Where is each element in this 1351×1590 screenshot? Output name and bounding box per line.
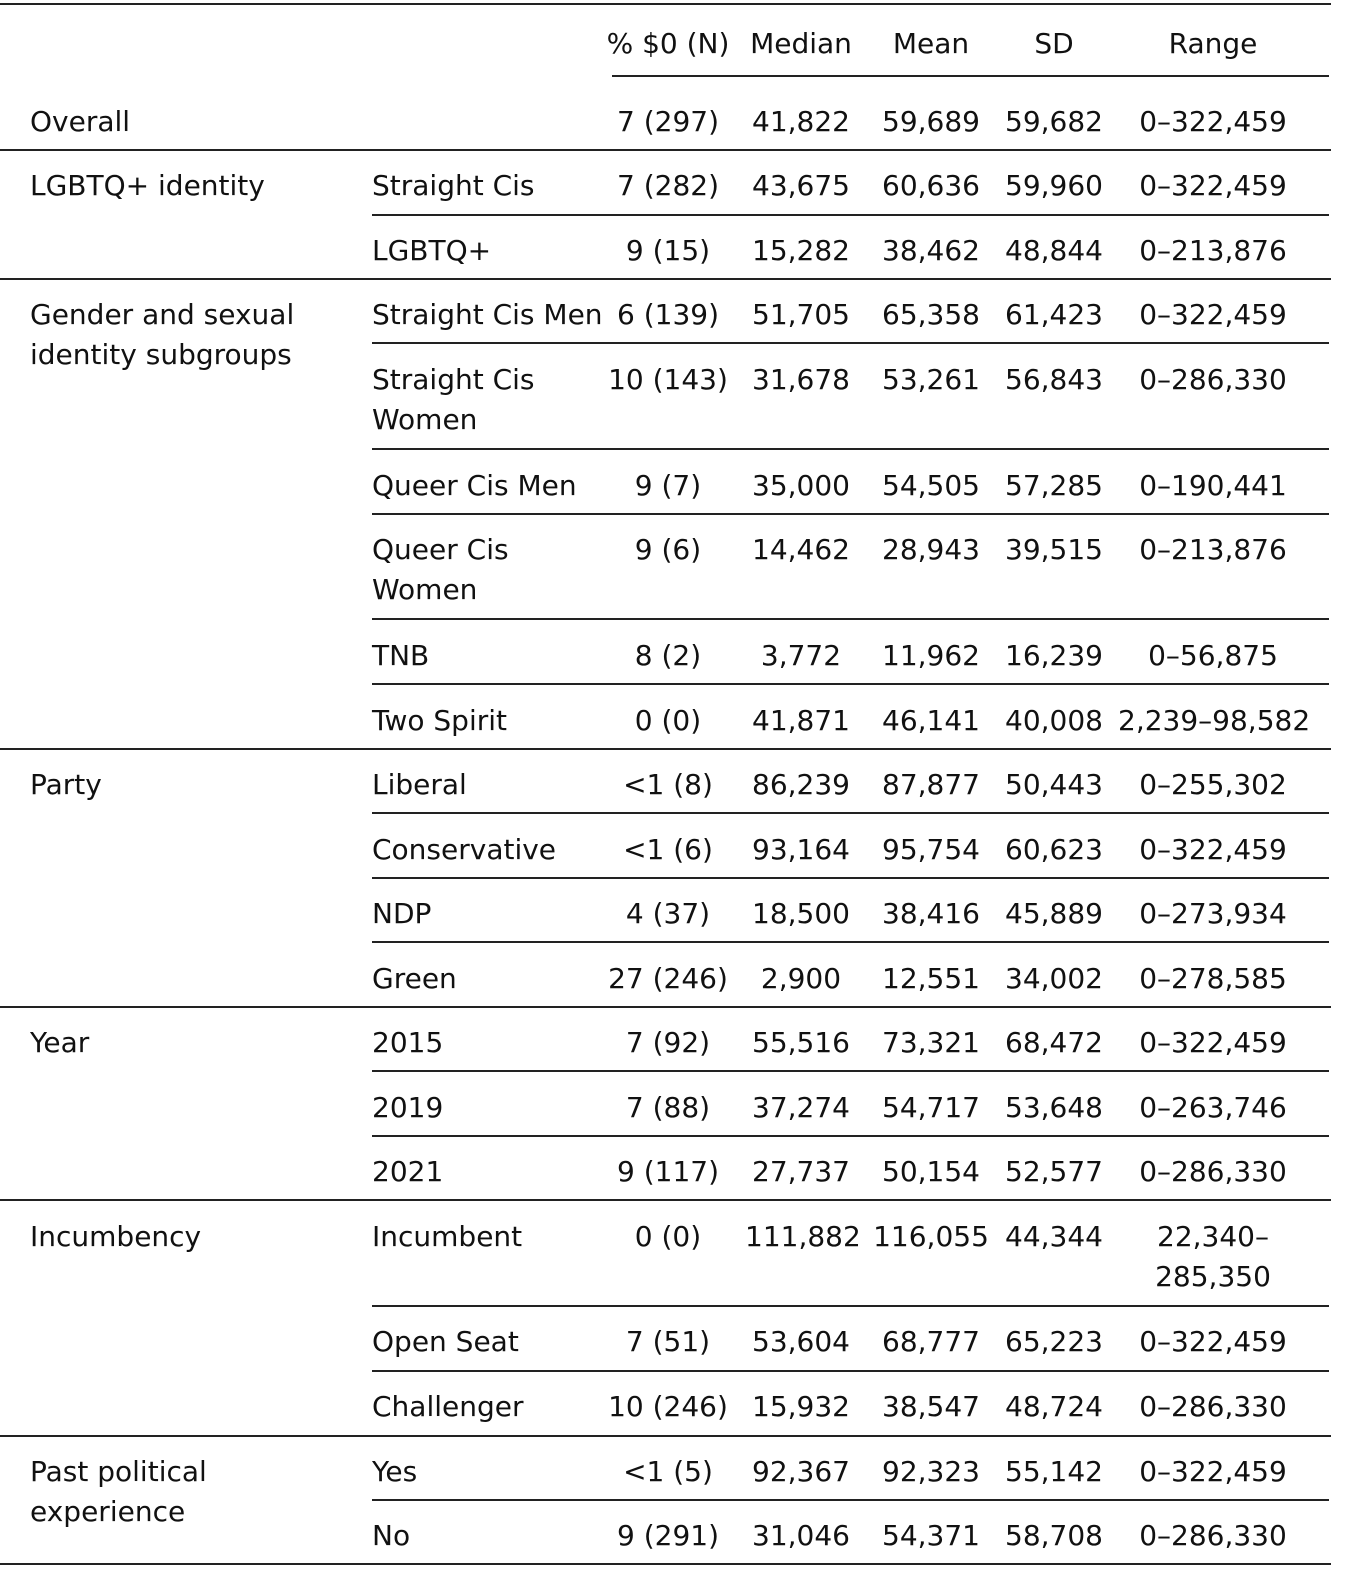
table-cell-mean: 46,141 — [882, 704, 980, 737]
row-divider — [372, 214, 1329, 216]
table-cell-range: 0–322,459 — [1139, 1325, 1287, 1358]
table-cell-group: Party — [30, 768, 102, 801]
table-cell-median: 111,882 — [745, 1220, 861, 1253]
table-cell-pct: 7 (297) — [616, 105, 719, 138]
table-cell-median: 51,705 — [752, 298, 850, 331]
table-cell-pct: 10 (246) — [608, 1390, 728, 1423]
header-median: Median — [750, 27, 852, 60]
row-divider — [372, 513, 1329, 515]
table-cell-median: 55,516 — [752, 1026, 850, 1059]
table-cell-range: 0–322,459 — [1139, 1026, 1287, 1059]
table-cell-mean: 92,323 — [882, 1455, 980, 1488]
table-cell-sd: 45,889 — [1005, 897, 1103, 930]
header-mean: Mean — [892, 27, 970, 60]
row-divider — [372, 683, 1329, 685]
table-cell-group: Gender and sexual — [30, 298, 295, 331]
table-cell-pct: 9 (6) — [634, 533, 702, 566]
table-cell-median: 3,772 — [760, 639, 842, 672]
table-cell-sub: Open Seat — [372, 1325, 519, 1358]
table-cell-range: 0–286,330 — [1139, 1390, 1287, 1423]
table-cell-sub: TNB — [372, 639, 430, 672]
table-cell-mean: 116,055 — [873, 1220, 989, 1253]
table-cell-sub: Incumbent — [372, 1220, 523, 1253]
table-cell-sd: 44,344 — [1005, 1220, 1103, 1253]
table-cell-pct: 9 (117) — [616, 1155, 719, 1188]
table-cell-sub: Women — [372, 573, 478, 606]
table-cell-range: 0–286,330 — [1139, 1519, 1287, 1552]
table-cell-sd: 65,223 — [1005, 1325, 1103, 1358]
table-cell-sub: Liberal — [372, 768, 467, 801]
table-cell-mean: 54,717 — [882, 1091, 980, 1124]
row-divider — [372, 1070, 1329, 1072]
row-divider — [372, 941, 1329, 943]
top-rule — [0, 3, 1331, 5]
table-cell-range: 0–322,459 — [1139, 298, 1287, 331]
table-cell-sd: 59,682 — [1005, 105, 1103, 138]
table-cell-range: 2,239–98,582 — [1118, 704, 1311, 737]
table-cell-range: 0–255,302 — [1139, 768, 1287, 801]
table-cell-mean: 87,877 — [882, 768, 980, 801]
table-cell-pct: 6 (139) — [616, 298, 719, 331]
table-cell-mean: 11,962 — [882, 639, 980, 672]
table-cell-range: 0–322,459 — [1139, 169, 1287, 202]
table-cell-mean: 38,416 — [882, 897, 980, 930]
table-cell-sub: Yes — [372, 1455, 418, 1488]
table-cell-group: experience — [30, 1495, 186, 1528]
table-cell-mean: 53,261 — [882, 363, 980, 396]
table-cell-sub: 2021 — [372, 1155, 444, 1188]
table-cell-median: 18,500 — [752, 897, 850, 930]
table-cell-group: Past political — [30, 1455, 207, 1488]
table-cell-median: 14,462 — [752, 533, 850, 566]
table-cell-pct: <1 (5) — [623, 1455, 713, 1488]
table-cell-sd: 53,648 — [1005, 1091, 1103, 1124]
table-cell-sd: 48,724 — [1005, 1390, 1103, 1423]
table-cell-pct: <1 (6) — [623, 833, 713, 866]
table-cell-pct: 9 (7) — [634, 469, 702, 502]
table-cell-median: 92,367 — [752, 1455, 850, 1488]
row-divider — [372, 448, 1329, 450]
table-cell-sub: Two Spirit — [372, 704, 507, 737]
table-cell-sd: 34,002 — [1005, 962, 1103, 995]
table-cell-sub: Challenger — [372, 1390, 524, 1423]
table-cell-range: 0–322,459 — [1139, 833, 1287, 866]
table-cell-sd: 57,285 — [1005, 469, 1103, 502]
table-cell-sd: 40,008 — [1005, 704, 1103, 737]
table-cell-group: LGBTQ+ identity — [30, 169, 265, 202]
table-cell-range: 0–286,330 — [1139, 363, 1287, 396]
row-divider — [372, 1135, 1329, 1137]
table-cell-median: 37,274 — [752, 1091, 850, 1124]
table-cell-pct: 9 (15) — [625, 234, 711, 267]
row-divider — [372, 1370, 1329, 1372]
table-cell-pct: <1 (8) — [623, 768, 713, 801]
table-cell-sub: Green — [372, 962, 457, 995]
table-cell-pct: 7 (282) — [616, 169, 719, 202]
table-cell-pct: 9 (291) — [616, 1519, 719, 1552]
table-cell-group: Overall — [30, 105, 131, 138]
table-cell-pct: 27 (246) — [608, 962, 728, 995]
table-cell-group: Year — [30, 1026, 90, 1059]
table-cell-sub: Straight Cis — [372, 169, 535, 202]
header-pct-zero: % $0 (N) — [606, 27, 730, 60]
table-cell-pct: 0 (0) — [634, 704, 702, 737]
table-cell-sub: 2019 — [372, 1091, 444, 1124]
table-cell-mean: 60,636 — [882, 169, 980, 202]
table-cell-sub: No — [372, 1519, 411, 1552]
section-divider — [0, 1199, 1331, 1201]
table-cell-median: 15,282 — [752, 234, 850, 267]
header-sd: SD — [1034, 27, 1074, 60]
table-cell-range: 0–213,876 — [1139, 533, 1287, 566]
table-cell-pct: 7 (92) — [625, 1026, 711, 1059]
table-cell-pct: 7 (51) — [625, 1325, 711, 1358]
table-cell-mean: 38,462 — [882, 234, 980, 267]
table-cell-mean: 65,358 — [882, 298, 980, 331]
table-cell-median: 27,737 — [752, 1155, 850, 1188]
table-cell-sd: 52,577 — [1005, 1155, 1103, 1188]
table-cell-range: 0–190,441 — [1139, 469, 1287, 502]
header-range: Range — [1168, 27, 1258, 60]
table-cell-median: 2,900 — [760, 962, 842, 995]
table-cell-range: 0–322,459 — [1139, 1455, 1287, 1488]
table-cell-range: 0–263,746 — [1139, 1091, 1287, 1124]
table-cell-range: 0–286,330 — [1139, 1155, 1287, 1188]
section-divider — [0, 1435, 1331, 1437]
row-divider — [372, 342, 1329, 344]
row-divider — [372, 1499, 1329, 1501]
table-cell-median: 93,164 — [752, 833, 850, 866]
table-cell-mean: 54,371 — [882, 1519, 980, 1552]
table-cell-range: 0–56,875 — [1148, 639, 1278, 672]
table-cell-range: 0–213,876 — [1139, 234, 1287, 267]
table-cell-pct: 0 (0) — [634, 1220, 702, 1253]
table-cell-group: identity subgroups — [30, 338, 292, 371]
table-cell-median: 53,604 — [752, 1325, 850, 1358]
row-divider — [372, 618, 1329, 620]
table-cell-pct: 4 (37) — [625, 897, 711, 930]
table-cell-sub: Straight Cis Men — [372, 298, 603, 331]
table-cell-sub: Conservative — [372, 833, 557, 866]
table-cell-range: 0–278,585 — [1139, 962, 1287, 995]
table-cell-median: 31,046 — [752, 1519, 850, 1552]
table-cell-mean: 68,777 — [882, 1325, 980, 1358]
table-cell-mean: 38,547 — [882, 1390, 980, 1423]
table-cell-mean: 28,943 — [882, 533, 980, 566]
row-divider — [372, 812, 1329, 814]
table-cell-sd: 68,472 — [1005, 1026, 1103, 1059]
table-cell-sub: Queer Cis — [372, 533, 509, 566]
table-cell-median: 41,871 — [752, 704, 850, 737]
section-divider — [0, 1006, 1331, 1008]
table-cell-sub: 2015 — [372, 1026, 444, 1059]
row-divider — [372, 1305, 1329, 1307]
section-divider — [0, 149, 1331, 151]
table-cell-sd: 60,623 — [1005, 833, 1103, 866]
table-cell-sub: Queer Cis Men — [372, 469, 577, 502]
section-divider — [0, 1563, 1331, 1565]
table-cell-median: 31,678 — [752, 363, 850, 396]
table-cell-mean: 95,754 — [882, 833, 980, 866]
table-cell-range: 22,340– — [1157, 1220, 1269, 1253]
table-cell-sd: 39,515 — [1005, 533, 1103, 566]
table-cell-sub: Straight Cis — [372, 363, 535, 396]
section-divider — [0, 278, 1331, 280]
table-cell-range: 285,350 — [1155, 1260, 1271, 1293]
table-cell-mean: 73,321 — [882, 1026, 980, 1059]
table-cell-sd: 55,142 — [1005, 1455, 1103, 1488]
table-cell-pct: 7 (88) — [625, 1091, 711, 1124]
table-cell-sub: NDP — [372, 897, 432, 930]
table-cell-sd: 50,443 — [1005, 768, 1103, 801]
table-cell-mean: 59,689 — [882, 105, 980, 138]
table-cell-mean: 54,505 — [882, 469, 980, 502]
table-cell-mean: 12,551 — [882, 962, 980, 995]
row-divider — [372, 877, 1329, 879]
table-cell-sub: LGBTQ+ — [372, 234, 492, 267]
table-cell-sd: 59,960 — [1005, 169, 1103, 202]
table-cell-mean: 50,154 — [882, 1155, 980, 1188]
table-cell-median: 15,932 — [752, 1390, 850, 1423]
table-cell-range: 0–273,934 — [1139, 897, 1287, 930]
header-rule — [612, 75, 1329, 77]
table-cell-sd: 48,844 — [1005, 234, 1103, 267]
table-cell-median: 86,239 — [752, 768, 850, 801]
table-cell-sd: 16,239 — [1005, 639, 1103, 672]
table-cell-median: 35,000 — [752, 469, 850, 502]
table-cell-pct: 8 (2) — [634, 639, 702, 672]
table-cell-median: 41,822 — [752, 105, 850, 138]
table-cell-sub: Women — [372, 403, 478, 436]
table-cell-sd: 61,423 — [1005, 298, 1103, 331]
table-cell-sd: 58,708 — [1005, 1519, 1103, 1552]
section-divider — [0, 748, 1331, 750]
table-cell-range: 0–322,459 — [1139, 105, 1287, 138]
table-cell-sd: 56,843 — [1005, 363, 1103, 396]
table-cell-median: 43,675 — [752, 169, 850, 202]
table-cell-group: Incumbency — [30, 1220, 202, 1253]
table-cell-pct: 10 (143) — [608, 363, 728, 396]
